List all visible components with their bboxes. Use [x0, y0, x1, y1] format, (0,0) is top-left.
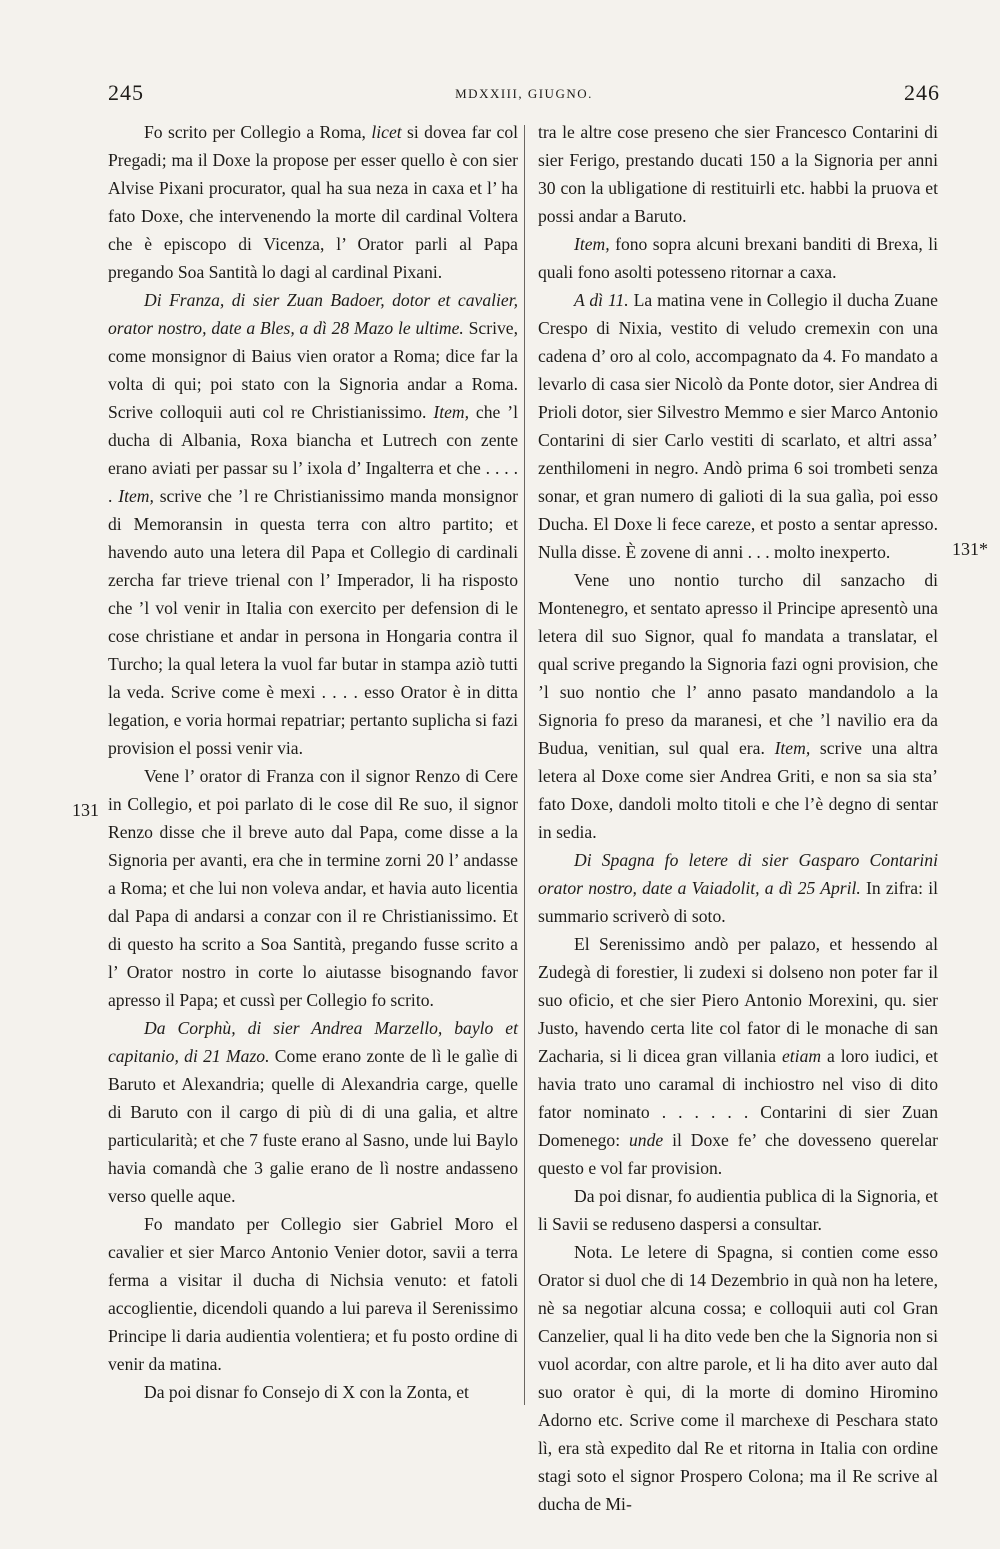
- text-segment: Scrive, come monsignor di Baius vien orator a Roma; dice far la volta di qui; poi stato con la Signoria andar a Roma. Scrive colloquii auti col re Christianissimo.: [108, 318, 518, 422]
- italic-text: Di Franza, di sier Zuan Badoer, dotor et cavalier, orator nostro, date a Bles, a dì 28 Mazo le ultime.: [108, 290, 518, 338]
- paragraph: [538, 118, 938, 230]
- italic-text: Item,: [774, 738, 811, 758]
- italic-text: etiam: [781, 1046, 822, 1066]
- text-segment: si dovea far col Pregadi; ma il Doxe la propose per esser quello è con sier Alvise Pixani procurator, qual ha sua neza in caxa et l’ ha fato Doxe, che intervenendo la morte dil cardinal Voltera che è episcopo di Vicenza, l’ Orator parli al Papa pregando Soa Santità lo dagi al cardinal Pixani.: [108, 122, 519, 282]
- text-segment: Vene l’ orator di Franza con il signor Renzo di Cere in Collegio, et poi parlato di le cose dil Re suo, il signor Renzo disse che il breve auto dal Papa, come disse a la Signoria per avanti, era che in termine zorni 20 l’ andasse a Roma; et che lui non voleva andar, et havia auto licentia dal Papa di andarsi a conzar con il re Christianissimo. Et di questo ha scrito a Soa Santità, pregando fusse scrito a l’ Orator nostro in corte lo aiutasse bisognando favor apresso il Papa; et cussì per Collegio fo scrito.: [108, 766, 518, 1010]
- italic-text: Item,: [574, 234, 610, 254]
- right-column: [538, 118, 938, 1518]
- italic-text: Da Corphù, di sier Andrea Marzello, baylo et capitanio, di 21 Mazo.: [108, 1018, 518, 1066]
- paragraph: [538, 846, 938, 930]
- text-segment: Vene uno nontio turcho dil sanzacho di Montenegro, et sentato apresso il Principe apresentò una letera dil suo Signor, qual fo mandata a translatar, el qual scrive pregando la Signoria fazi ogni provision, che ’l suo nontio che l’ anno pasato mandandolo a la Signoria fo preso da maranesi, et che ’l navilio era da Budua, venitian, sul qual era.: [538, 570, 938, 758]
- paragraph: [108, 1210, 518, 1378]
- paragraph: [108, 1014, 518, 1210]
- text-segment: Fo mandato per Collegio sier Gabriel Moro el cavalier et sier Marco Antonio Venier dotor, savii a terra ferma a visitar il ducha di Nichsia venuto: et fatoli accoglientie, dicendoli quando a lui pareva il Serenissimo Principe li daria audientia volentiera; et fu posto ordine di venir da matina.: [108, 1214, 518, 1374]
- text-segment: scrive una altra letera al Doxe come sier Andrea Griti, e non sa sia sta’ fato Doxe, dandoli molto titoli e che l’è degno di sentar in sedia.: [538, 738, 938, 842]
- text-segment: Fo scrito per Collegio a Roma,: [144, 122, 372, 142]
- text-segment: Da poi disnar fo Consejo di X con la Zonta, et: [144, 1382, 469, 1402]
- text-segment: Come erano zonte de lì le galìe di Baruto et Alexandria; quelle di Alexandria carge, quelle di Baruto con il cargo di più di di una galia, et altre particularità; et che 7 fuste erano al Sasno, unde lui Baylo havia comandà che 3 galie erano de lì nostre andasseno verso quelle aque.: [108, 1046, 519, 1206]
- paragraph: [538, 1238, 938, 1518]
- right-margin-number: 131*: [952, 539, 988, 559]
- paragraph: [108, 762, 518, 1014]
- paragraph: [108, 118, 518, 286]
- italic-text: Item,: [433, 402, 470, 422]
- italic-text: A dì 11.: [574, 290, 629, 310]
- page-header: [108, 80, 940, 110]
- paragraph: [108, 1378, 518, 1406]
- left-page-number: 245: [108, 80, 144, 105]
- text-segment: il Doxe fe’ che dovesseno querelar questo e vol far provision.: [538, 1130, 938, 1178]
- left-column: [108, 118, 518, 1406]
- paragraph: [538, 230, 938, 286]
- paragraph: [538, 930, 938, 1182]
- text-segment: Da poi disnar, fo audientia publica di la Signoria, et li Savii se reduseno daspersi a consultar.: [538, 1186, 938, 1234]
- text-segment: Nota. Le letere di Spagna, si contien come esso Orator si duol che di 14 Dezembrio in quà non ha letere, nè sa negotiar alcuna cossa; e colloquii auti col Gran Canzelier, qual li ha dito vede ben che la Signoria non si vuol acordar, con altre parole, et li ha dito aver auto dal suo orator è qui, di la morte di domino Hiromino Adorno etc. Scrive come il marchexe di Peschara stato lì, era stà expedito dal Re et ritorna in Italia con ordine stagi soto el signor Prospero Colona; ma il Re scrive al ducha de Mi-: [538, 1242, 938, 1514]
- paragraph: [538, 286, 938, 566]
- left-margin-number: 131: [72, 800, 99, 820]
- column-divider: [524, 125, 525, 1405]
- text-segment: La matina vene in Collegio il ducha Zuane Crespo di Nixia, vestito di veludo cremexin con una cadena d’ oro al colo, accompagnato da 4. Fo mandato a levarlo di casa sier Nicolò da Ponte dotor, sier Andrea di Prioli dotor, sier Silvestro Memmo e sier Marco Antonio Contarini di sier Carlo vestiti di scarlato, et altri assa’ zenthilomeni in negro. Andò prima 6 soi trombeti senza sonar, et gran numero di galioti di la sua galìa, poi esso Ducha. El Doxe li fece careze, et posto a sentar apresso. Nulla disse. È zovene di anni . . . molto inexperto.: [538, 290, 938, 562]
- italic-text: Item,: [118, 486, 154, 506]
- paragraph: [108, 286, 518, 762]
- text-segment: El Serenissimo andò per palazo, et hessendo al Zudegà di forestier, li zudexi si dolseno non poter far il suo oficio, et che sier Piero Antonio Morexini, qu. sier Justo, havendo certa lite col fator di le monache di san Zacharia, si li dicea gran villania: [538, 934, 938, 1066]
- text-segment: In zifra: il summario scriverò di soto.: [538, 878, 938, 926]
- running-title: MDXXIII, GIUGNO.: [455, 86, 593, 101]
- text-segment: scrive che ’l re Christianissimo manda monsignor di Memoransin in questa terra con altro partito; et havendo auto una letera dil Papa et Collegio di cardinali zercha far trieve trienal con l’ Imperador, li ha risposto che ’l vol venir in Italia con exercito per defension di le cose christiane et andar in persona in Hongaria contra il Turcho; la qual letera la vuol far butar in stampa aziò tutti la veda. Scrive come è mexi . . . . esso Orator è in ditta legation, e voria hormai repatriar; pertanto suplicha si fazi provision el possi venir via.: [108, 486, 519, 758]
- italic-text: Di Spagna fo letere di sier Gasparo Contarini orator nostro, date a Vaiadolit, a dì 25 April.: [538, 850, 938, 898]
- right-page-number: 246: [904, 80, 940, 105]
- paragraph: [538, 1182, 938, 1238]
- text-segment: a loro iudici, et havia trato uno caramal di inchiostro nel viso di dito fator nominato . . . . . . Contarini di sier Zuan Domenego:: [538, 1046, 938, 1150]
- text-segment: tra le altre cose preseno che sier Francesco Contarini di sier Ferigo, prestando ducati 150 a la Signoria per anni 30 con la ubligatione di restituirli etc. habbi la pruova et possi andar a Baruto.: [538, 122, 938, 226]
- text-segment: fono sopra alcuni brexani banditi di Brexa, li quali fono asolti potesseno ritornar a caxa.: [538, 234, 938, 282]
- text-segment: che ’l ducha di Albania, Roxa biancha et Lutrech con zente erano aviati per passar su l’ ixola d’ Ingalterra et che . . . . .: [108, 402, 518, 506]
- italic-text: licet: [371, 122, 402, 142]
- italic-text: unde: [628, 1130, 664, 1150]
- paragraph: [538, 566, 938, 846]
